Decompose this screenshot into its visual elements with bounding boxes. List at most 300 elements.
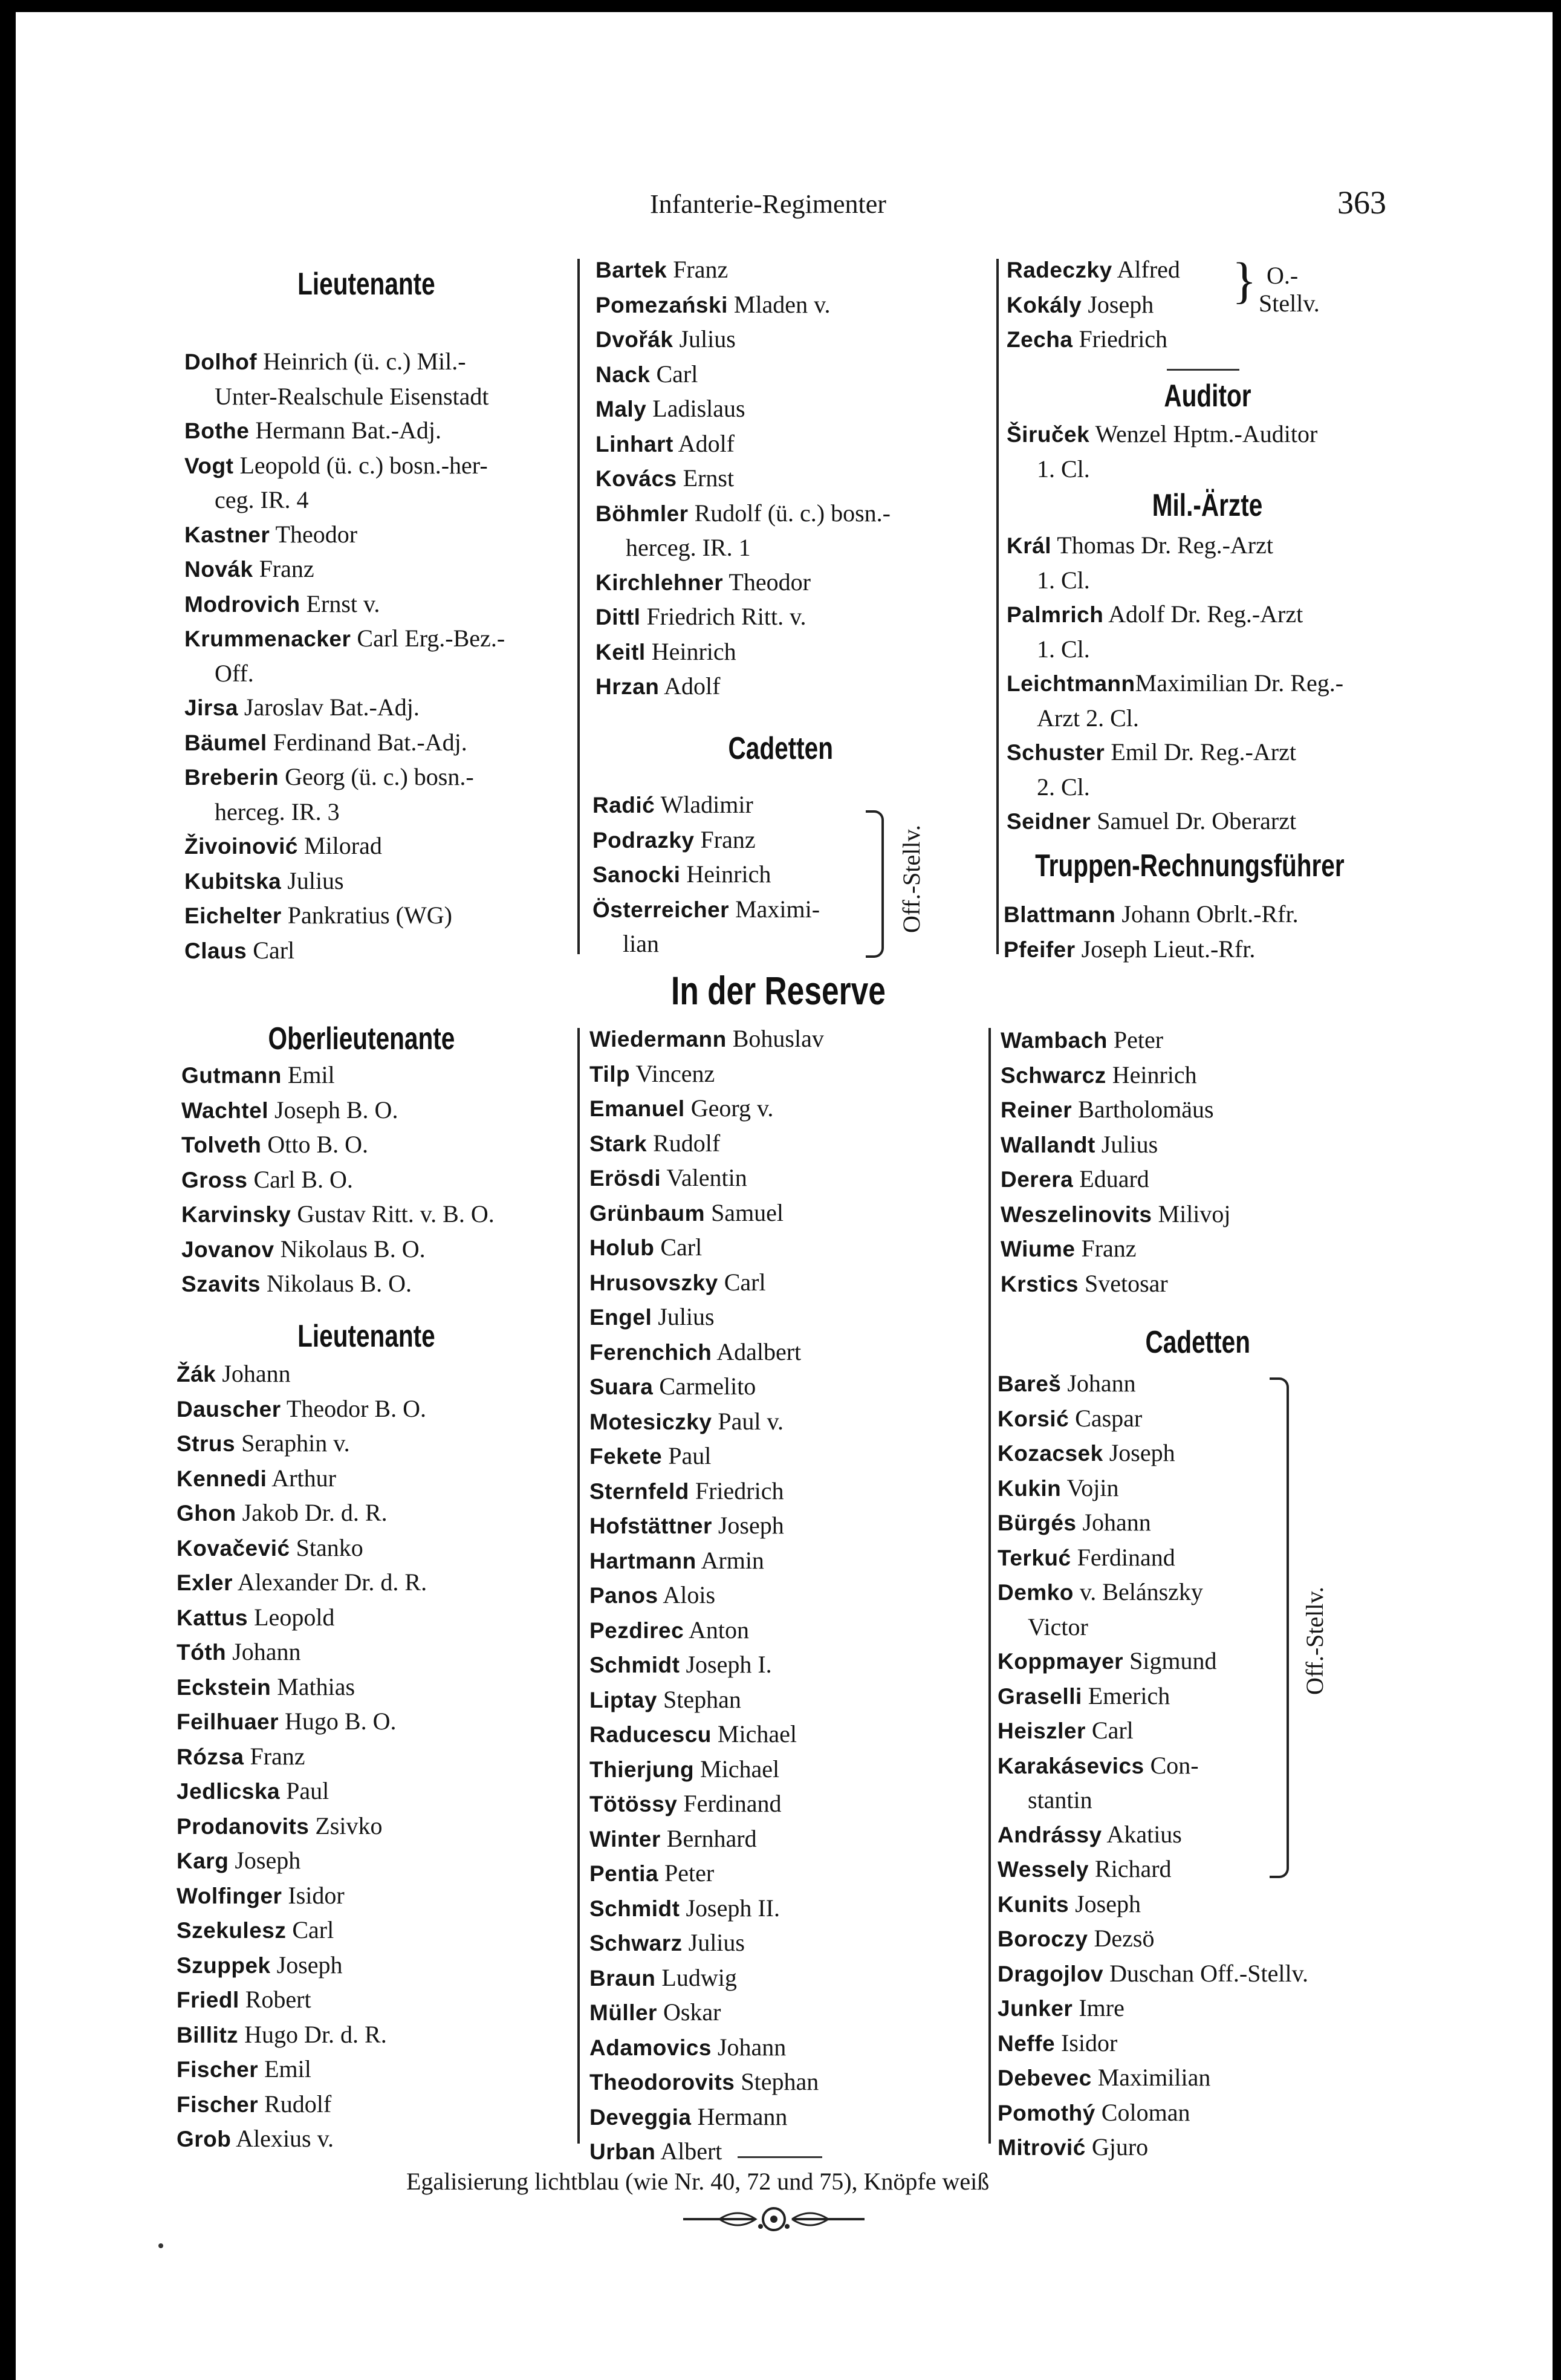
entry-continuation: Off. [215, 659, 254, 687]
entry-surname: Debevec [998, 2066, 1092, 2090]
entry-detail: Rudolf [647, 1129, 721, 1157]
entry-detail: Emil [281, 1061, 335, 1088]
entry-surname: Eichelter [184, 903, 282, 928]
entry-detail: Armin [696, 1546, 764, 1574]
entry-surname: Adamovics [589, 2035, 712, 2060]
entry-detail: Zsivko [309, 1812, 383, 1839]
entry-detail: Theodor [270, 520, 358, 548]
entry-surname: Gutmann [181, 1063, 282, 1088]
entry-detail: Wenzel Hptm.-Auditor [1089, 420, 1318, 447]
heading-cadetten-reserve: Cadetten [1145, 1325, 1251, 1360]
entry-line [589, 2100, 824, 2135]
entry-line [1001, 1232, 1231, 1267]
entry-surname: Fischer [177, 2092, 259, 2117]
entry-surname: Dragojlov [998, 1961, 1104, 1986]
footer-rule [738, 2156, 822, 2158]
entry-line [184, 899, 505, 934]
entry-line [596, 253, 891, 288]
entry-line [596, 565, 891, 600]
entry-line [589, 1161, 824, 1196]
entry-surname: Böhmler [596, 501, 689, 526]
entry-surname: Hartmann [589, 1548, 696, 1573]
entry-surname: Theodorovits [589, 2070, 735, 2095]
entry-line [998, 2130, 1308, 2165]
entry-surname: Braun [589, 1965, 656, 1991]
entry-line [177, 1426, 427, 1461]
entry-surname: Liptay [589, 1687, 657, 1712]
entry-line [998, 1471, 1308, 1506]
entry-surname: Palmrich [1007, 602, 1104, 627]
entry-detail: Carl [718, 1268, 766, 1296]
entry-continuation: Arzt 2. Cl. [1037, 704, 1139, 732]
entry-detail: Alois [658, 1581, 716, 1608]
entry-line [589, 1544, 824, 1579]
entry-surname: Krstics [1001, 1271, 1079, 1296]
entry-line [177, 2122, 427, 2157]
scan-edge-left [0, 0, 16, 2380]
entry-detail: Franz [667, 256, 729, 283]
entry-surname: Schmidt [589, 1653, 680, 1677]
entry-detail: Pankratius (WG) [281, 902, 452, 929]
entry-continuation: herceg. IR. 1 [626, 534, 751, 561]
entry-surname: Blattmann [1004, 902, 1116, 927]
entry-surname: Wiedermann [589, 1027, 727, 1052]
entry-surname: Mitrović [998, 2135, 1086, 2160]
entry-line [589, 1091, 824, 1127]
entry-detail: Maximilian Dr. Reg.- [1135, 669, 1344, 697]
entry-surname: Novák [184, 557, 253, 582]
entry-surname: Grob [177, 2127, 232, 2151]
entry-surname: Prodanovits [177, 1813, 310, 1839]
entry-line [589, 1926, 824, 1961]
entry-line [181, 1163, 495, 1198]
entry-line [589, 1439, 824, 1474]
scan-edge-right [1553, 0, 1561, 2380]
heading-lieutenante-reserve: Lieutenante [297, 1319, 435, 1354]
entry-line [1004, 897, 1299, 932]
entry-line [1001, 1093, 1231, 1128]
brace-note-2: Stellv. [1259, 290, 1320, 317]
entry-detail: Johann [1061, 1370, 1136, 1397]
entry-line [596, 461, 891, 496]
entry-line [998, 1922, 1308, 1957]
entry-surname: Raducescu [589, 1722, 712, 1747]
entry-detail: Franz [253, 555, 314, 582]
entry-detail: Emerich [1082, 1682, 1170, 1709]
entry-detail: Bartholomäus [1072, 1096, 1214, 1123]
entry-surname: Schwarz [589, 1931, 683, 1956]
entry-line [998, 1541, 1308, 1576]
heading-cadetten: Cadetten [728, 731, 834, 766]
entry-detail: Johann [216, 1360, 291, 1387]
entry-detail: Rudolf [258, 2090, 332, 2118]
entry-line [589, 1683, 824, 1718]
entry-line [1001, 1128, 1231, 1163]
entry-detail: Eduard [1073, 1165, 1149, 1192]
entry-surname: Derera [1001, 1167, 1074, 1192]
entry-surname: Karvinsky [181, 1202, 291, 1227]
entry-line [177, 1566, 427, 1601]
entry-surname: Kubitska [184, 868, 282, 894]
entry-line [596, 669, 891, 704]
entry-line [177, 1809, 427, 1844]
entry-detail: Julius [673, 325, 736, 353]
ornament-icon [683, 2201, 865, 2237]
reserve-cadets-list [998, 1367, 1308, 2165]
entry-line [177, 1774, 427, 1809]
entry-detail: Akatius [1102, 1820, 1182, 1848]
entry-line [998, 1402, 1308, 1437]
entry-line [589, 1266, 824, 1301]
entry-line [177, 1461, 427, 1497]
entry-surname: Pomothý [998, 2100, 1095, 2125]
entry-surname: Živoinović [184, 834, 298, 859]
entry-line [181, 1232, 495, 1267]
entry-detail: Carl Erg.-Bez.- [351, 625, 505, 652]
entry-surname: Tóth [177, 1640, 227, 1665]
column-rule [577, 1028, 580, 2144]
entry-detail: Sigmund [1123, 1647, 1217, 1674]
auditor-list [1007, 417, 1317, 486]
entry-line [184, 829, 505, 864]
entry-surname: Wolfinger [177, 1883, 282, 1908]
entry-line [592, 892, 820, 928]
entry-continuation: herceg. IR. 3 [215, 798, 340, 825]
entry-detail: Rudolf (ü. c.) bosn.- [688, 499, 891, 527]
entry-detail: Otto B. O. [261, 1131, 369, 1158]
entry-surname: Exler [177, 1570, 233, 1595]
entry-line [589, 1822, 824, 1857]
entry-detail: Paul v. [712, 1407, 784, 1435]
reserve-oberlieutenante-list [181, 1058, 495, 1302]
entry-line [1007, 417, 1317, 452]
entry-detail: Stanko [290, 1533, 363, 1561]
entry-surname: Urban [589, 2139, 656, 2164]
entry-detail: Gjuro [1085, 2133, 1149, 2161]
entry-line [181, 1128, 495, 1163]
entry-detail: Alexander Dr. d. R. [233, 1569, 427, 1596]
entry-detail: Ludwig [655, 1963, 737, 1991]
entry-surname: Pezdirec [589, 1618, 684, 1643]
entry-detail: Paul [280, 1777, 329, 1804]
entry-detail: Heinrich (ü. c.) Mil.- [257, 348, 466, 375]
entry-detail: Heinrich [645, 637, 736, 665]
entry-line [1007, 253, 1180, 288]
entry-line [998, 1714, 1308, 1749]
entry-detail: Ferdinand [1071, 1543, 1175, 1571]
entry-detail: Johann [1076, 1509, 1151, 1536]
entry-line [177, 1531, 427, 1566]
cadets-note-reserve: Off.-Stellv. [1300, 1587, 1328, 1695]
entry-surname: Keitl [596, 639, 646, 665]
entry-surname: Grünbaum [589, 1200, 706, 1226]
entry-line [1001, 1058, 1231, 1093]
column-rule [577, 259, 580, 954]
reserve-right-list [1001, 1023, 1231, 1301]
entry-detail: Vojin [1061, 1474, 1119, 1501]
entry-detail: Julius [1095, 1130, 1158, 1158]
entry-line [589, 1474, 824, 1509]
entry-detail: Albert [655, 2138, 722, 2165]
entry-surname: Graselli [998, 1683, 1082, 1709]
entry-detail: Ernst v. [300, 590, 380, 617]
entry-detail: Carl [654, 1234, 703, 1261]
entry-line [589, 1405, 824, 1440]
running-header: Infanterie-Regimenter [650, 189, 886, 219]
entry-line [589, 1300, 824, 1335]
entry-detail: Milorad [297, 832, 382, 859]
entry-line [998, 1679, 1308, 1714]
entry-detail: Mladen v. [727, 290, 831, 318]
entry-line [177, 1496, 427, 1531]
entry-detail: Maximilian [1091, 2064, 1211, 2091]
entry-surname: Junker [998, 1996, 1073, 2021]
entry-line [589, 1196, 824, 1231]
entry-surname: Dvořák [596, 327, 673, 352]
entry-line [1007, 528, 1343, 564]
entry-detail: Arthur [267, 1464, 336, 1492]
column-rule [996, 259, 999, 954]
entry-detail: Maximi- [729, 895, 820, 923]
entry-surname: Wambach [1001, 1028, 1108, 1053]
entry-surname: Claus [184, 938, 247, 963]
entry-surname: Müller [589, 2000, 657, 2025]
entry-detail: Ferdinand [677, 1790, 782, 1817]
entry-line [998, 1644, 1308, 1679]
entry-line [998, 1367, 1308, 1402]
entry-line [998, 1991, 1308, 2026]
entry-line [589, 1856, 824, 1891]
entry-line [177, 1670, 427, 1705]
entry-line [998, 2026, 1308, 2061]
entry-detail: Joseph [712, 1512, 784, 1539]
entry-surname: Suara [589, 1374, 654, 1399]
entry-line [184, 864, 505, 899]
entry-line [1004, 932, 1299, 967]
entry-detail: Ferdinand Bat.-Adj. [267, 728, 467, 756]
entry-surname: Jovanov [181, 1237, 274, 1262]
entry-detail: Duschan Off.-Stellv. [1103, 1959, 1308, 1987]
entry-line [589, 1578, 824, 1613]
right-brace-symbol: } [1232, 253, 1257, 309]
entry-line [589, 1370, 824, 1405]
entry-continuation: stantin [1028, 1786, 1092, 1813]
entry-detail: Stephan [657, 1685, 741, 1713]
entry-continuation: lian [623, 930, 659, 957]
page-number: 363 [1337, 184, 1386, 221]
entry-detail: Theodor B. O. [281, 1394, 426, 1422]
entry-surname: Wachtel [181, 1097, 268, 1123]
entry-surname: Radeczky [1007, 258, 1112, 282]
entry-line [589, 1961, 824, 1996]
entry-surname: Kennedi [177, 1466, 267, 1491]
entry-line [184, 518, 505, 553]
entry-line [184, 622, 505, 657]
entry-surname: Ghon [177, 1501, 236, 1526]
entry-surname: Stark [589, 1131, 647, 1156]
entry-line [596, 322, 891, 357]
entry-surname: Kunits [998, 1891, 1069, 1917]
entry-line [177, 1948, 427, 1983]
brace-note-1: O.- [1267, 262, 1299, 289]
entry-line [184, 414, 505, 449]
entry-surname: Linhart [596, 431, 673, 457]
entry-line [177, 1601, 427, 1636]
entry-detail: Julius [682, 1929, 745, 1956]
entry-line [184, 449, 505, 484]
entry-line [181, 1267, 495, 1302]
entry-surname: Eckstein [177, 1674, 271, 1700]
entry-detail: Thomas Dr. Reg.-Arzt [1051, 532, 1273, 559]
entry-surname: Tilp [589, 1061, 631, 1087]
entry-detail: Peter [1107, 1026, 1164, 1053]
entry-detail: Julius [281, 866, 344, 894]
entry-surname: Feilhuaer [177, 1709, 279, 1734]
entry-surname: Dolhof [184, 350, 258, 374]
entry-line [181, 1058, 495, 1093]
entry-detail: Carl [1085, 1717, 1134, 1744]
top-right-list [1007, 253, 1180, 357]
entry-surname: Seidner [1007, 809, 1091, 834]
doctors-list [1007, 528, 1343, 839]
entry-surname: Ferenchich [589, 1339, 712, 1365]
entry-surname: Jedlicska [177, 1779, 281, 1804]
entry-detail: Emil Dr. Reg.-Arzt [1105, 738, 1296, 766]
entry-detail: Carmelito [653, 1373, 756, 1400]
entry-continuation: 1. Cl. [1037, 566, 1090, 594]
entry-detail: Milivoj [1152, 1200, 1231, 1227]
entry-detail: Emil [258, 2055, 311, 2082]
entry-detail: Wladimir [655, 791, 753, 818]
entry-surname: Tolveth [181, 1133, 262, 1157]
entry-surname: Hofstättner [589, 1514, 712, 1538]
entry-detail: Hugo Dr. d. R. [238, 2020, 387, 2048]
entry-detail: Samuel [705, 1198, 784, 1226]
entry-line [184, 345, 505, 380]
entry-detail: Isidor [1055, 2029, 1118, 2056]
entry-detail: Georg (ü. c.) bosn.- [279, 763, 474, 790]
entry-detail: Johann Obrlt.-Rfr. [1115, 900, 1299, 928]
entry-surname: Demko [998, 1580, 1074, 1605]
entry-detail: Carl [247, 936, 295, 964]
entry-surname: Pfeifer [1004, 937, 1076, 962]
entry-detail: Anton [684, 1616, 749, 1644]
entry-detail: Joseph [1082, 290, 1154, 318]
entry-line [596, 288, 891, 323]
entry-detail: Heinrich [680, 860, 771, 888]
entry-continuation: 1. Cl. [1037, 455, 1090, 483]
entry-surname: Engel [589, 1305, 652, 1330]
entry-detail: Michael [694, 1755, 780, 1783]
entry-surname: Kirchlehner [596, 570, 724, 595]
entry-surname: Szavits [181, 1272, 261, 1296]
entry-line [184, 760, 505, 795]
entry-surname: Podrazky [592, 827, 695, 853]
entry-line [998, 1749, 1308, 1784]
heading-rechnungsfuehrer: Truppen-Rechnungsführer [1035, 848, 1345, 883]
entry-line [998, 1887, 1308, 1922]
entry-surname: Kovačević [177, 1535, 290, 1561]
entry-line [177, 2052, 427, 2087]
entry-line [1007, 666, 1343, 701]
entry-line [184, 726, 505, 761]
entry-surname: Bäumel [184, 730, 267, 755]
entry-surname: Leichtmann [1007, 671, 1135, 696]
entry-detail: Nikolaus B. O. [274, 1235, 426, 1263]
entry-detail: Johann [711, 2033, 787, 2061]
entry-detail: Vincenz [630, 1059, 715, 1087]
entry-surname: Andrássy [998, 1822, 1102, 1847]
entry-surname: Fekete [589, 1444, 663, 1469]
entry-line [589, 1891, 824, 1926]
entry-detail: Ladislaus [646, 395, 745, 422]
entry-detail: Ernst [677, 464, 735, 492]
entry-detail: Gustav Ritt. v. B. O. [291, 1200, 495, 1227]
entry-surname: Radić [592, 793, 655, 818]
entry-detail: Alfred [1112, 256, 1180, 283]
entry-line [177, 1913, 427, 1948]
entry-detail: Joseph I. [680, 1651, 772, 1678]
entry-line [184, 552, 505, 587]
entry-line [596, 427, 891, 462]
entry-line [998, 2061, 1308, 2096]
entry-surname: Zecha [1007, 327, 1073, 352]
entry-line [1007, 322, 1180, 357]
entry-line [1001, 1162, 1231, 1197]
entry-line [184, 934, 505, 969]
entry-detail: Michael [711, 1720, 797, 1748]
entry-surname: Fischer [177, 2057, 259, 2082]
entry-surname: Boroczy [998, 1926, 1088, 1951]
entry-line [998, 1957, 1308, 1992]
scan-edge-top [0, 0, 1561, 12]
entry-surname: Szuppek [177, 1952, 271, 1978]
heading-oberlieutenante: Oberlieutenante [268, 1021, 455, 1056]
entry-line [177, 2018, 427, 2053]
top-cadets-list [592, 788, 820, 961]
entry-line [592, 857, 820, 892]
entry-detail: Bernhard [660, 1824, 757, 1852]
entry-line [592, 788, 820, 823]
entry-detail: Carl B. O. [247, 1165, 353, 1193]
entry-detail: Imre [1073, 1994, 1125, 2021]
entry-detail: Franz [694, 825, 756, 853]
entry-detail: Valentin [661, 1164, 747, 1191]
entry-line [177, 1983, 427, 2018]
entry-line [589, 1509, 824, 1544]
entry-line [1007, 288, 1180, 323]
entry-detail: Johann [226, 1638, 301, 1665]
entry-surname: Kovács [596, 466, 677, 491]
entry-detail: Joseph B. O. [268, 1096, 398, 1123]
entry-detail: Adalbert [712, 1338, 802, 1365]
entry-detail: Carl [286, 1916, 334, 1943]
entry-surname: Krummenacker [184, 626, 351, 651]
entry-detail: Coloman [1095, 2098, 1190, 2126]
entry-surname: Kokály [1007, 292, 1082, 317]
entry-line [589, 1752, 824, 1787]
entry-detail: Leopold [248, 1603, 335, 1631]
entry-detail: Friedrich [1073, 325, 1168, 353]
entry-surname: Neffe [998, 2030, 1056, 2056]
entry-line [589, 1335, 824, 1370]
entry-surname: Bürgés [998, 1510, 1077, 1535]
entry-surname: Pentia [589, 1861, 659, 1886]
entry-detail: Robert [239, 1986, 311, 2013]
entry-surname: Dauscher [177, 1396, 281, 1422]
entry-line [589, 1787, 824, 1822]
entry-detail: Friedrich Ritt. v. [640, 603, 806, 630]
